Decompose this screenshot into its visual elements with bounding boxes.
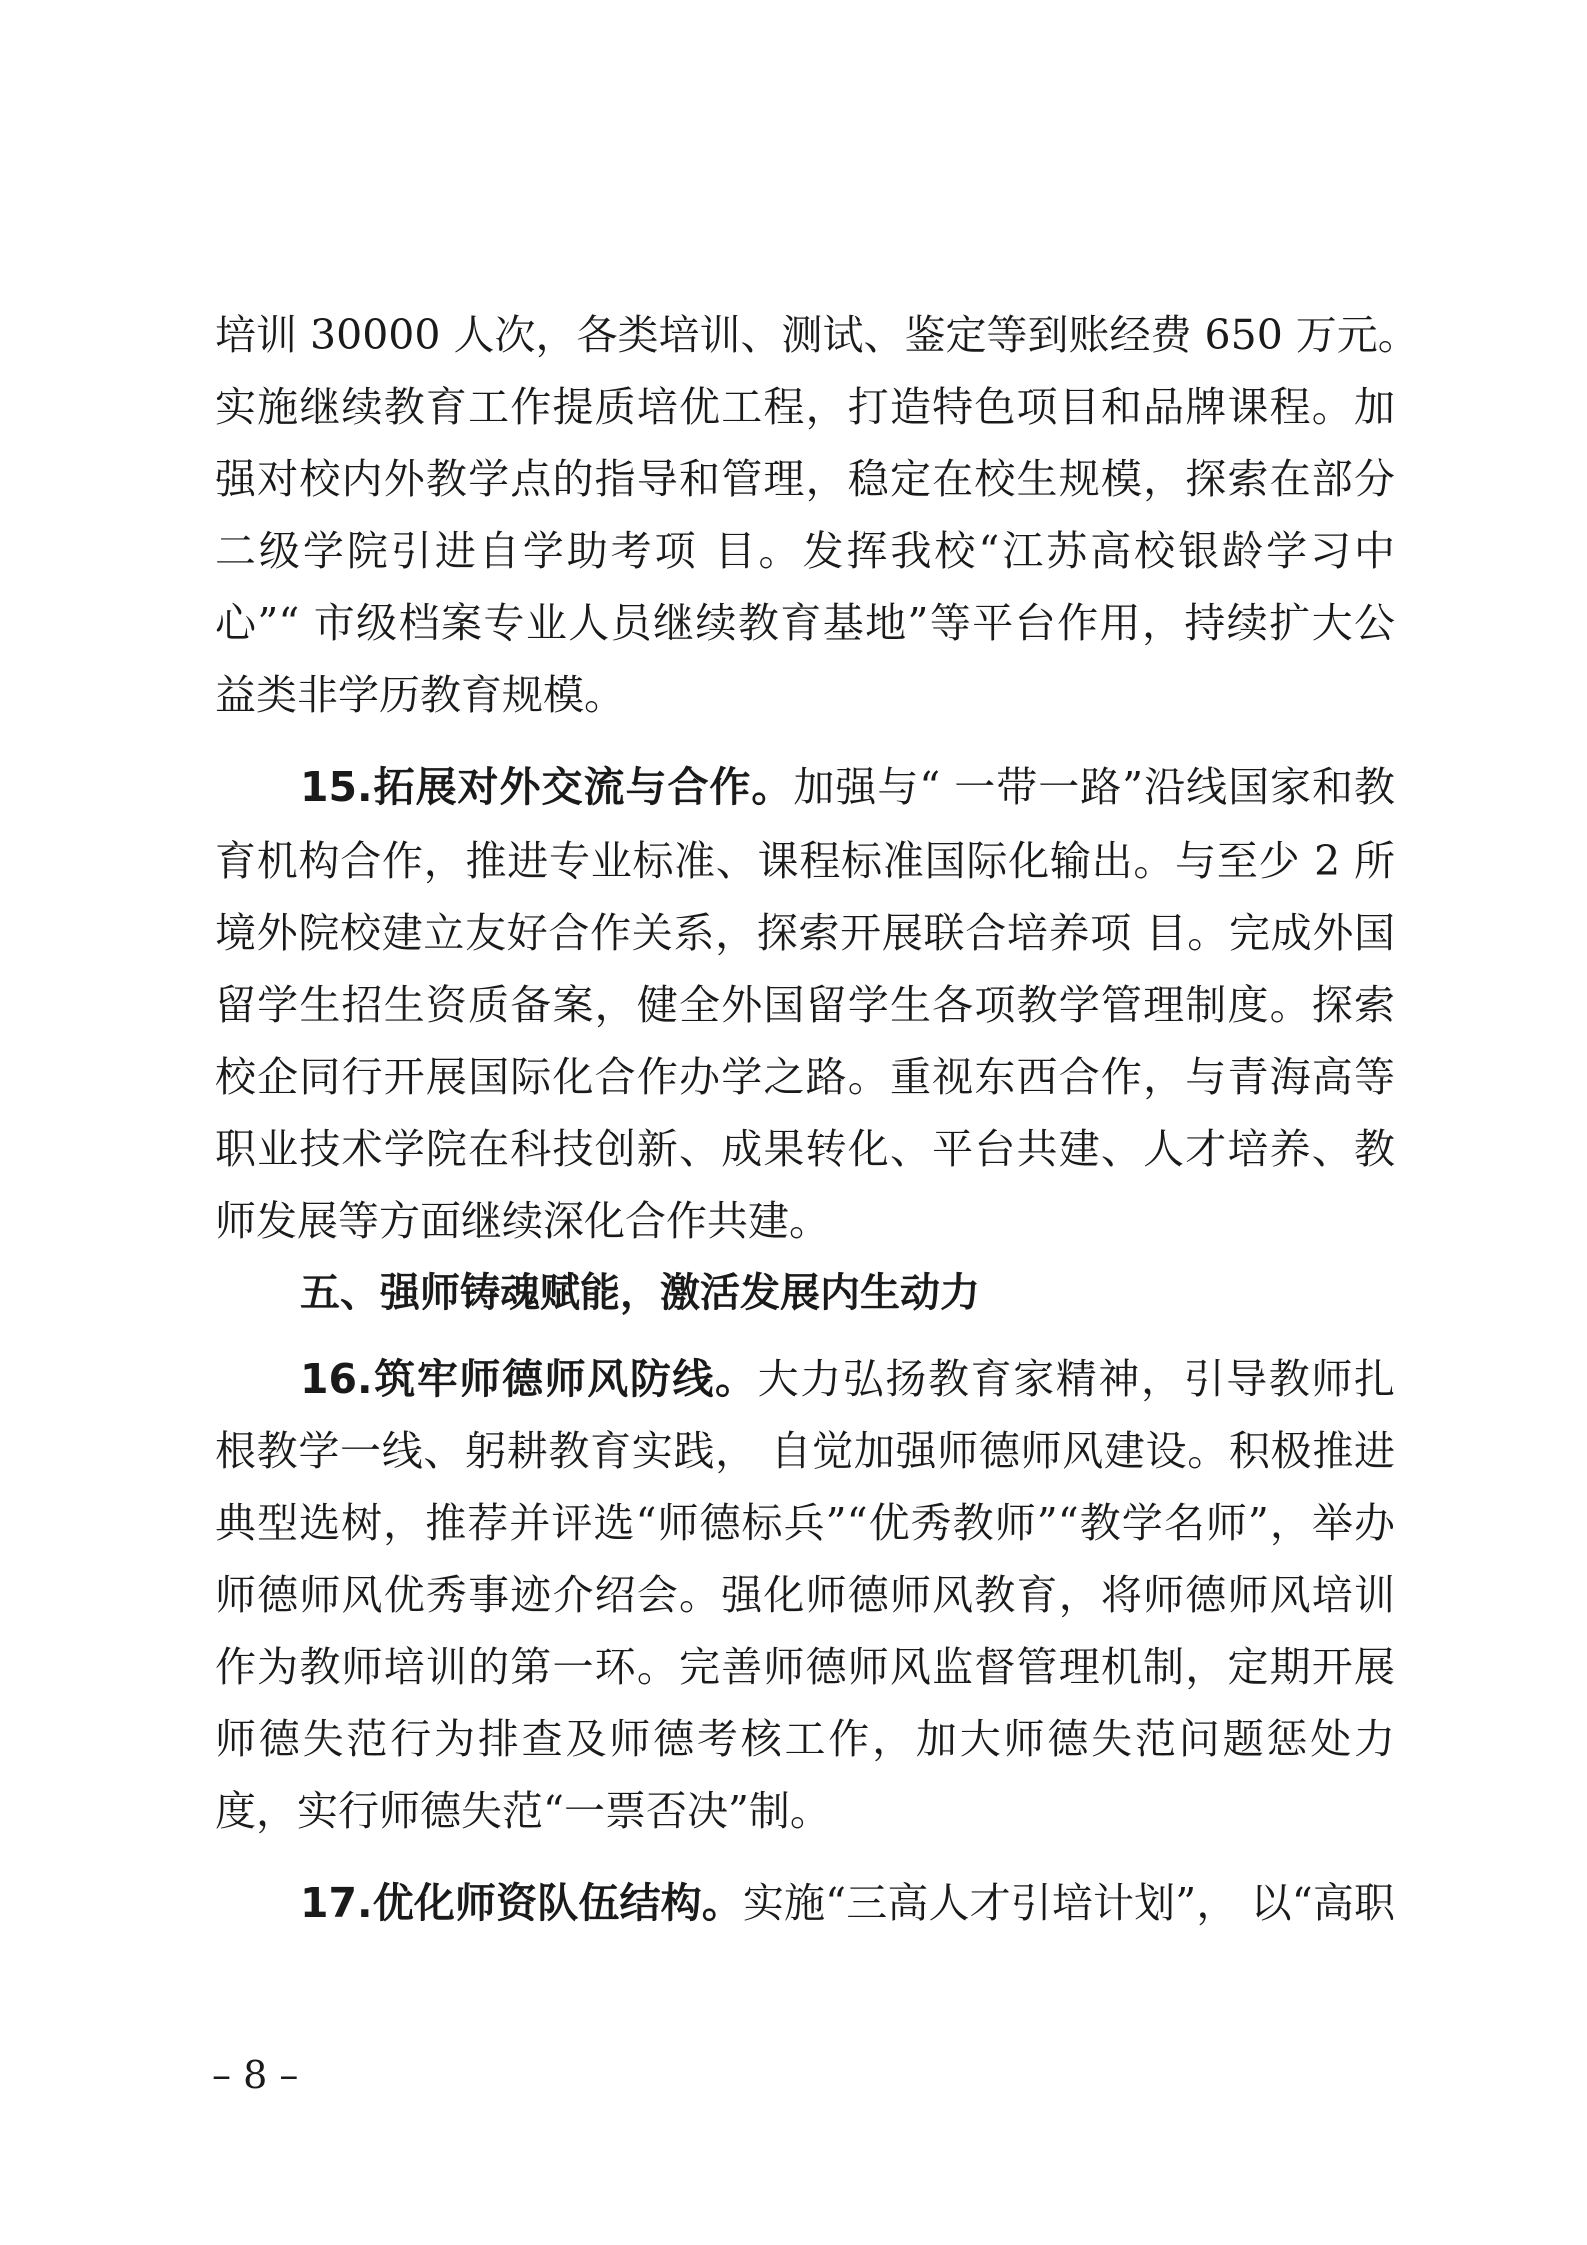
item-16-line-7: 度，实行师德失范“一票否决”制。 — [215, 1787, 831, 1835]
item-16-line-6: 师德失范行为排查及师德考核工作，加大师德失范问题惩处力 — [215, 1715, 1395, 1763]
item-17-first-line — [300, 1876, 1395, 1930]
paragraph-14-line-1: 培训 30000 人次，各类培训、测试、鉴定等到账经费 650 万元。 — [215, 311, 1419, 359]
item-17-first-line-text: 实施“三高人才引培计划”， 以“高职 — [742, 1879, 1395, 1927]
item-15-line-6: 职业技术学院在科技创新、成果转化、平台共建、人才培养、教 — [215, 1125, 1395, 1173]
item-16-line-4: 师德师风优秀事迹介绍会。强化师德师风教育，将师德师风培训 — [215, 1571, 1395, 1619]
item-15-line-5: 校企同行开展国际化合作办学之路。重视东西合作，与青海高等 — [215, 1053, 1395, 1101]
item-16-line-2: 根教学一线、躬耕教育实践， 自觉加强师德师风建设。积极推进 — [215, 1427, 1395, 1475]
item-16-line-3: 典型选树，推荐并评选“师德标兵”“优秀教师”“教学名师”，举办 — [215, 1499, 1395, 1547]
paragraph-14-line-5: 心”“ 市级档案专业人员继续教育基地”等平台作用，持续扩大公 — [215, 599, 1395, 647]
item-15-line-7: 师发展等方面继续深化合作共建。 — [215, 1197, 830, 1245]
paragraph-14-line-2: 实施继续教育工作提质培优工程，打造特色项目和品牌课程。加 — [215, 383, 1395, 431]
item-15-first-line-text: 加强与“ 一带一路”沿线国家和教 — [793, 763, 1395, 811]
paragraph-14-line-3: 强对校内外教学点的指导和管理，稳定在校生规模，探索在部分 — [215, 455, 1395, 503]
item-16-title: 16.筑牢师德师风防线。 — [300, 1355, 758, 1403]
item-15-title: 15.拓展对外交流与合作。 — [300, 763, 794, 811]
item-15-line-3: 境外院校建立友好合作关系，探索开展联合培养项 目。完成外国 — [215, 909, 1395, 957]
item-15-line-2: 育机构合作，推进专业标准、课程标准国际化输出。与至少 2 所 — [215, 837, 1395, 885]
paragraph-14-line-4: 二级学院引进自学助考项 目。发挥我校“江苏高校银龄学习中 — [215, 527, 1395, 575]
page-number: – 8 – — [212, 2053, 299, 2097]
item-17-title: 17.优化师资队伍结构。 — [300, 1879, 743, 1927]
section-5-heading: 五、强师铸魂赋能，激活发展内生动力 — [300, 1270, 980, 1316]
item-15-first-line — [300, 760, 1395, 814]
item-16-first-line-text: 大力弘扬教育家精神，引导教师扎 — [757, 1355, 1395, 1403]
item-16-line-5: 作为教师培训的第一环。完善师德师风监督管理机制，定期开展 — [215, 1643, 1395, 1691]
item-16-first-line — [300, 1352, 1395, 1406]
paragraph-14-line-6: 益类非学历教育规模。 — [215, 671, 625, 719]
item-15-line-4: 留学生招生资质备案，健全外国留学生各项教学管理制度。探索 — [215, 981, 1395, 1029]
